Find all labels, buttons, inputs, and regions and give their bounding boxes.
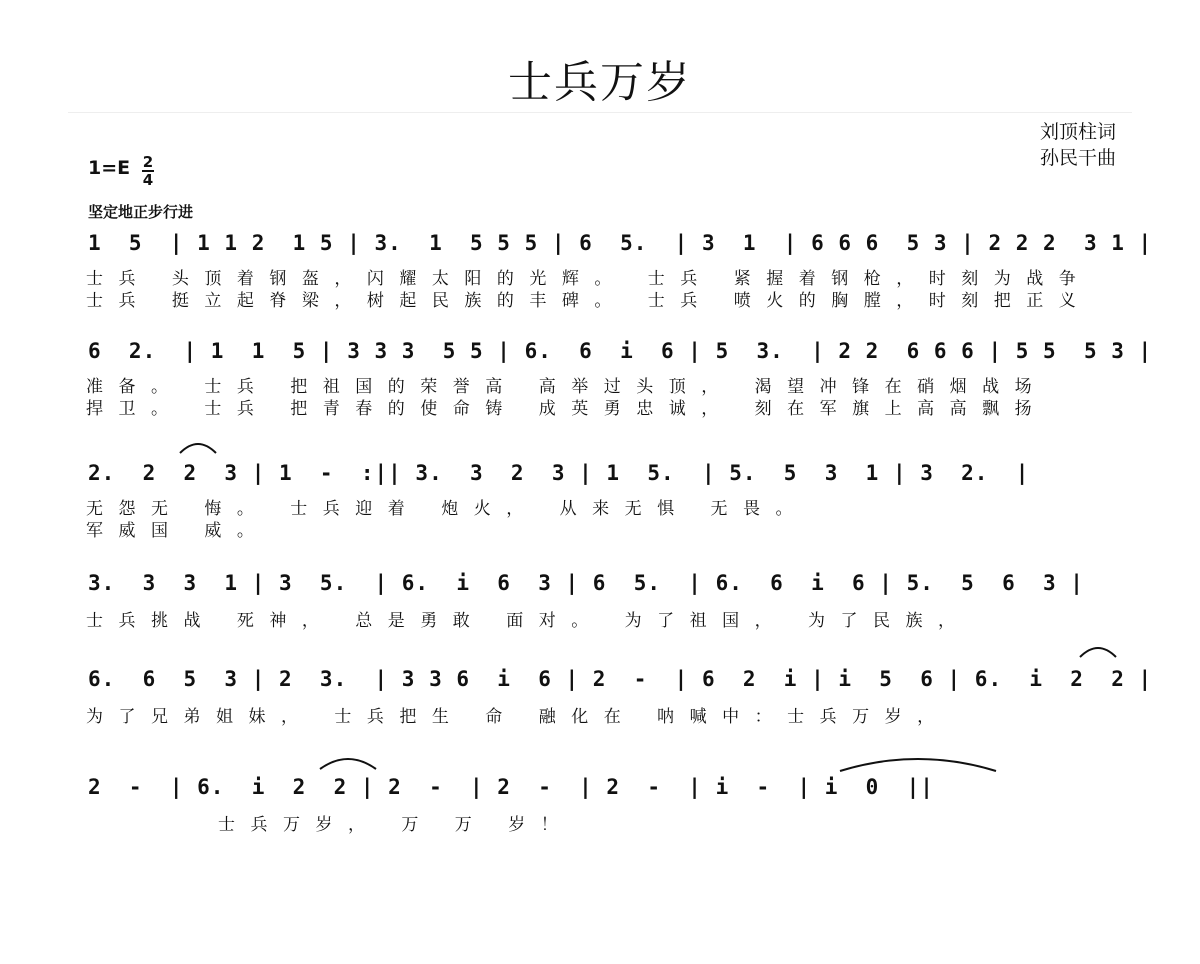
lyrics-row-1-verse-2: 士兵 挺立起脊梁，树起民族的丰碑。 士兵 喷火的胸膛，时刻把正义 — [86, 291, 1092, 311]
tie-arc — [1078, 643, 1118, 659]
tie-arc — [318, 753, 378, 771]
notation-row-5: 6. 6 5 3 | 2 3. | 3 3 6 i 6 | 2 - | 6 2 i | i 5 6 | 6. i 2 2 | — [88, 667, 1153, 691]
time-signature-denominator: 4 — [142, 171, 154, 189]
lyrics-row-3-verse-1: 无怨无 悔。 士兵迎着 炮火， 从来无惧 无畏。 — [86, 499, 809, 519]
lyrics-row-5: 为了兄弟姐妹， 士兵把生 命 融化在 呐喊中：士兵万岁， — [86, 707, 950, 727]
notation-row-2: 6 2. | 1 1 5 | 3 3 3 5 5 | 6. 6 i 6 | 5 3. | 2 2 6 6 6 | 5 5 5 3 | — [88, 339, 1153, 363]
lyrics-row-3-verse-2: 军威国 威。 — [86, 521, 270, 541]
notation-row-1: 1 5 | 1 1 2 1 5 | 3. 1 5 5 5 | 6 5. | 3 1 | 6 6 6 5 3 | 2 2 2 3 1 | — [88, 231, 1153, 255]
score-sheet — [68, 112, 1153, 851]
credits — [1040, 119, 1116, 171]
time-signature-numerator: 2 — [142, 153, 154, 171]
notation-row-4: 3. 3 3 1 | 3 5. | 6. i 6 3 | 6 5. | 6. 6 i 6 | 5. 5 6 3 | — [88, 571, 1084, 595]
tie-arc — [178, 439, 218, 455]
key-signature: 1=E — [88, 157, 131, 179]
lyrics-row-4: 士兵挑战 死神， 总是勇敢 面对。 为了祖国， 为了民族， — [86, 611, 971, 631]
time-signature — [142, 155, 154, 187]
notation-row-6: 2 - | 6. i 2 2 | 2 - | 2 - | 2 - | i - | i 0 || — [88, 775, 934, 799]
song-title: 士兵万岁 — [508, 57, 692, 108]
lyrics-row-1-verse-1: 士兵 头顶着钢盔，闪耀太阳的光辉。 士兵 紧握着钢枪，时刻为战争 — [86, 269, 1092, 289]
notation-row-3: 2. 2 2 3 | 1 - :|| 3. 3 2 3 | 1 5. | 5. 5 3 1 | 3 2. | — [88, 461, 1030, 485]
lyricist-credit: 刘顶柱词 — [1039, 121, 1116, 143]
composer-credit: 孙民干曲 — [1039, 147, 1116, 169]
lyrics-row-6: 士兵万岁， 万 万 岁！ — [218, 815, 574, 835]
lyrics-row-2-verse-1: 准备。 士兵 把祖国的荣誉高 高举过头顶， 渴望冲锋在硝烟战场 — [86, 377, 1048, 397]
tie-arc — [838, 753, 998, 773]
lyrics-row-2-verse-2: 捍卫。 士兵 把青春的使命铸 成英勇忠诚， 刻在军旗上高高飘扬 — [86, 399, 1048, 419]
tempo-marking: 坚定地正步行进 — [88, 203, 194, 221]
